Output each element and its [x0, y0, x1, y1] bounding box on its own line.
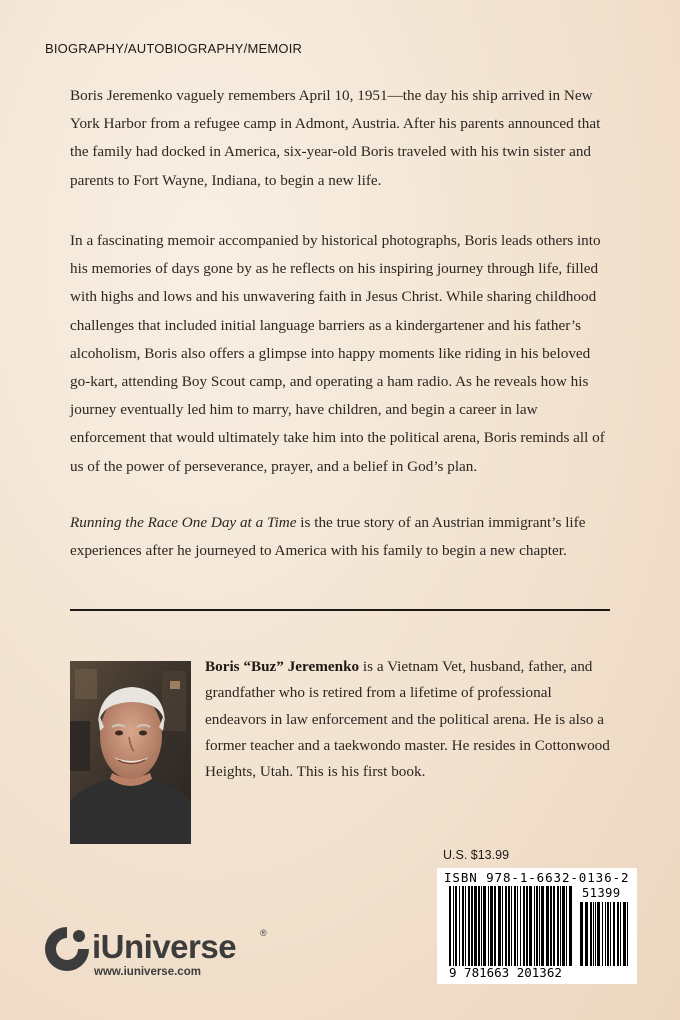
barcode-addon-bar — [593, 902, 594, 966]
author-bio — [205, 654, 615, 785]
barcode-bar — [546, 886, 549, 966]
barcode-bar — [471, 886, 473, 966]
barcode-bar — [483, 886, 486, 966]
publisher-name: iUniverse — [92, 928, 237, 965]
barcode-addon-bar — [590, 902, 592, 966]
barcode-bar — [505, 886, 507, 966]
barcode-bar — [490, 886, 493, 966]
barcode-addon-bar — [613, 902, 615, 966]
blurb-paragraph-3 — [70, 509, 610, 565]
blurb-paragraph-2: In a fascinating memoir accompanied by historical photographs, Boris leads others into his memories of days gone by as he reflects on his inspiring journey through life, filled with highs and lows and his unwavering faith in Jesus Christ. While sharing childhood challenges that included initial language barriers as a kindergartener and his father’s alcoholism, Boris also offers a glimpse into happy moments like riding in his beloved go-kart, attending Boy Scout camp, and operating a ham radio. As he reveals how his journey eventually led him to marry, have children, and begin a career in law enforcement that would ultimately take him into the political arena, Boris reminds all of us of the power of perseverance, prayer, and a belief in God’s plan. — [70, 232, 605, 475]
author-photo — [70, 661, 191, 844]
category-label: BIOGRAPHY/AUTOBIOGRAPHY/MEMOIR — [45, 41, 303, 56]
barcode-bar — [494, 886, 496, 966]
barcode-bar — [449, 886, 451, 966]
barcode-bar — [488, 886, 489, 966]
isbn-barcode — [437, 868, 637, 984]
barcode-addon-bar — [595, 902, 596, 966]
isbn-number: ISBN 978-1-6632-0136-2 — [444, 870, 630, 885]
barcode-addon-bar — [580, 902, 583, 966]
barcode-addon-bar — [597, 902, 600, 966]
barcode-addon-bar — [617, 902, 619, 966]
barcode-bar — [523, 886, 525, 966]
barcode-bar — [550, 886, 552, 966]
barcode-addon-bar — [623, 902, 626, 966]
barcode-bar — [508, 886, 510, 966]
iuniverse-logo — [42, 922, 272, 982]
barcode-bar — [553, 886, 555, 966]
barcode-bar — [459, 886, 460, 966]
price-label: U.S. $13.99 — [443, 848, 510, 862]
divider-rule — [70, 609, 610, 611]
barcode-bar — [529, 886, 532, 966]
barcode-bar — [560, 886, 561, 966]
registered-mark: ® — [260, 928, 267, 938]
barcode-bar — [481, 886, 482, 966]
barcode-addon-bar — [607, 902, 609, 966]
barcode-bar — [536, 886, 538, 966]
iuniverse-logo-mark-icon — [42, 924, 92, 974]
barcode-bar — [502, 886, 503, 966]
barcode-bar — [478, 886, 480, 966]
barcode-addon-bar — [605, 902, 606, 966]
barcode-bar — [534, 886, 535, 966]
barcode-bar — [514, 886, 516, 966]
barcode-addon-bar — [585, 902, 588, 966]
barcode-bar — [541, 886, 544, 966]
barcode-bar — [520, 886, 521, 966]
barcode-bar — [517, 886, 518, 966]
barcode-bar — [498, 886, 501, 966]
barcode-bar — [526, 886, 528, 966]
author-name: Boris “Buz” Jeremenko — [205, 658, 360, 675]
barcode-ean-digits: 9 781663 201362 — [449, 965, 562, 980]
book-title: Running the Race One Day at a Time — [70, 514, 297, 531]
barcode-addon-bar — [602, 902, 603, 966]
barcode-addon-bar — [610, 902, 611, 966]
barcode-bar — [557, 886, 559, 966]
barcode-bar — [474, 886, 477, 966]
barcode-addon-bar — [627, 902, 628, 966]
barcode-bar — [453, 886, 454, 966]
barcode-bar — [468, 886, 470, 966]
author-bio-text: is a Vietnam Vet, husband, father, and grandfather who is retired from a lifetime of professional endeavors in law enforcement and the political arena. He is also a former teacher and a taekwondo master. He resides in Cottonwood Heights, Utah. This is his first book. — [205, 658, 610, 781]
barcode-bar — [511, 886, 512, 966]
barcode-addon-digits: 51399 — [582, 886, 621, 900]
barcode-bar — [562, 886, 565, 966]
publisher-url: www.iuniverse.com — [94, 966, 201, 978]
blurb-paragraph-1: Boris Jeremenko vaguely remembers April 10, 1951—the day his ship arrived in New York Harbor from a refugee camp in Admont, Austria. After his parents announced that the family had docked in America, six-year-old Boris traveled with his twin sister and parents to Fort Wayne, Indiana, to begin a new life. — [70, 87, 601, 189]
barcode-bar — [539, 886, 540, 966]
barcode-bar — [566, 886, 567, 966]
barcode-bar — [462, 886, 464, 966]
barcode-bar — [465, 886, 466, 966]
barcode-bar — [569, 886, 572, 966]
barcode-addon-bar — [620, 902, 621, 966]
barcode-bar — [455, 886, 457, 966]
blurb-paragraph-3-text: is the true story of an Austrian immigrant’s life experiences after he journeyed to America with his family to begin a new chapter. — [70, 514, 586, 560]
